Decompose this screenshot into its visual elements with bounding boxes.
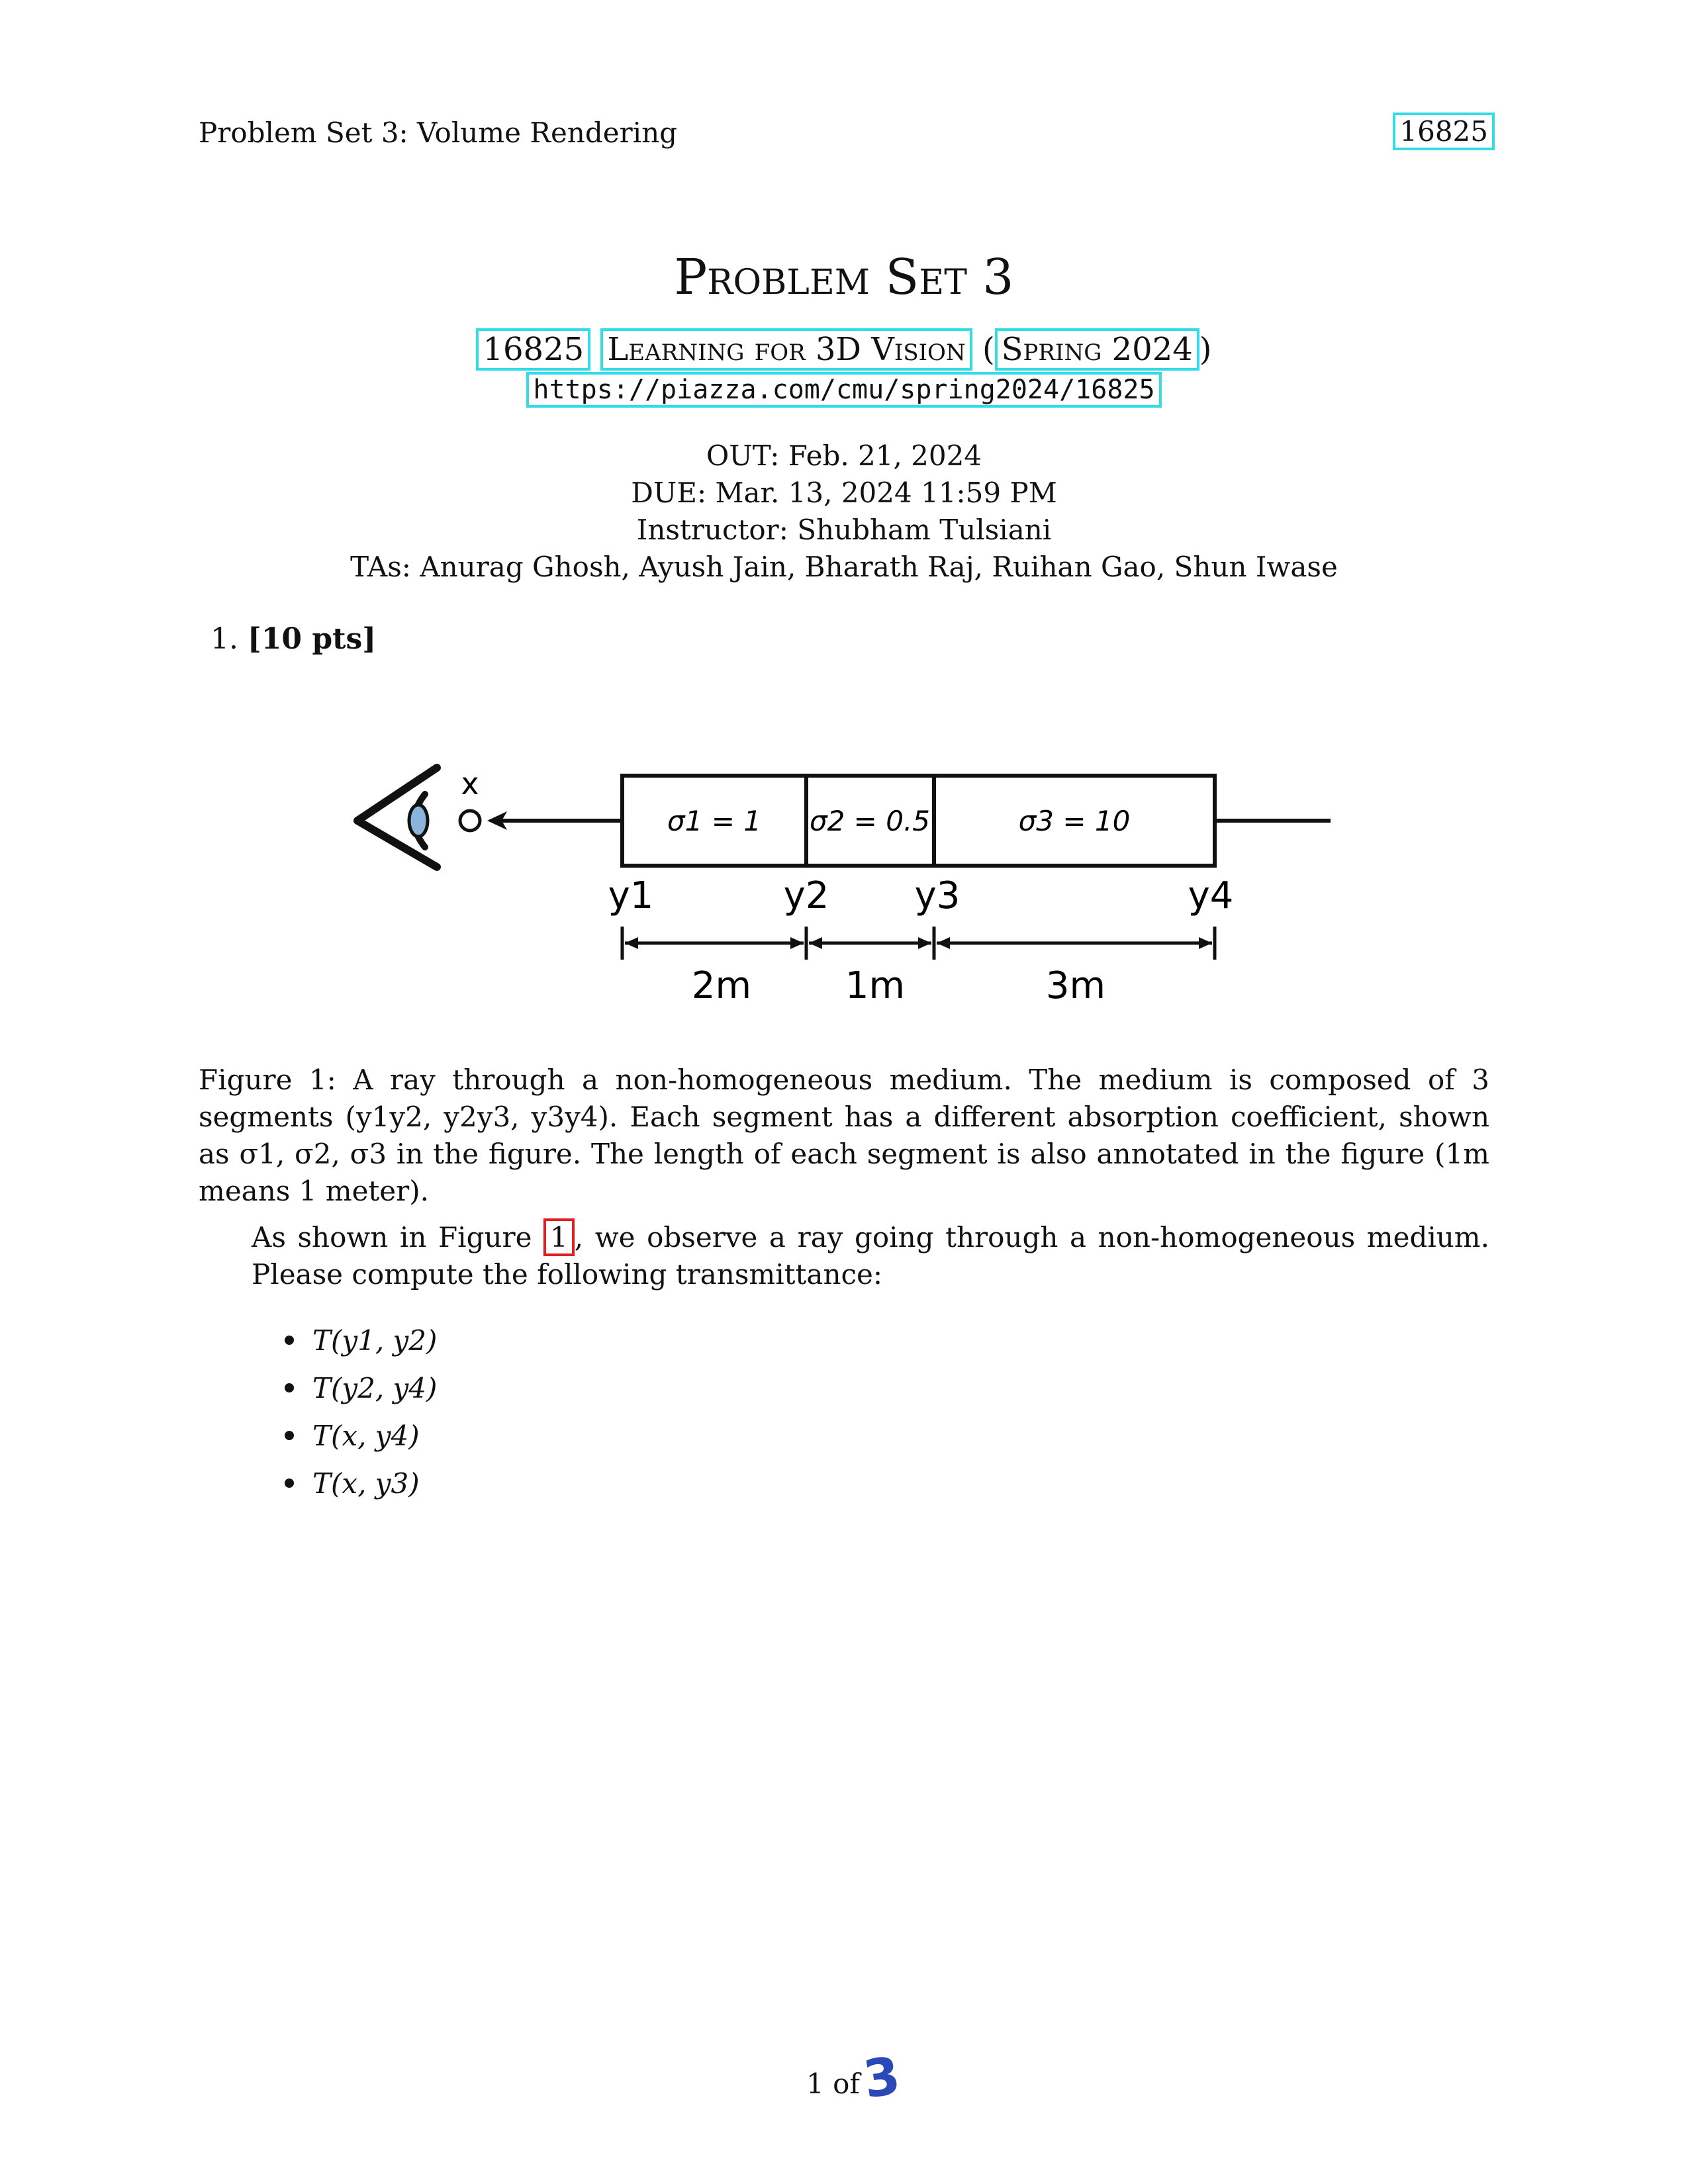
list-item: T(y2, y4) [285,1365,437,1412]
length-label-2: 1m [845,964,906,1007]
list-item: T(x, y4) [285,1412,437,1460]
length-label-1: 2m [691,964,752,1007]
teaching-assistants: TAs: Anurag Ghosh, Ayush Jain, Bharath Raj, Ruihan Gao, Shun Iwase [350,551,1338,583]
question-body [252,1219,1489,1293]
page-title: Problem Set 3 [674,249,1014,306]
sigma2-label: σ2 = 0.5 [809,805,931,837]
course-number-link[interactable]: 16825 [476,328,590,371]
out-date: OUT: Feb. 21, 2024 [706,439,982,472]
list-item: T(y1, y2) [285,1317,437,1365]
question-label [211,622,376,656]
body-text-after: , we observe a ray going through a non-homogeneous medium. Please compute the following transmittance: [252,1221,1489,1291]
question-points: [10 pts] [247,622,377,656]
due-date: DUE: Mar. 13, 2024 11:59 PM [631,477,1057,509]
instructor: Instructor: Shubham Tulsiani [636,514,1052,546]
page-number: 1 of [806,2068,860,2100]
course-number-link[interactable]: 16825 [1393,113,1495,150]
close-paren: ) [1199,331,1212,368]
course-name-link[interactable]: Learning for 3D Vision [600,328,972,371]
boundary-y4: y4 [1188,874,1234,917]
point-x-marker [460,811,480,831]
semester-link[interactable]: Spring 2024 [995,328,1199,371]
figure-ref-link[interactable]: 1 [543,1218,575,1256]
url-line [0,375,1688,405]
point-x-label: x [461,766,479,801]
handwritten-page-total: 3 [860,2046,904,2111]
question-number: 1. [211,622,238,656]
transmittance-list [285,1317,437,1508]
body-text-before: As shown in Figure [252,1221,544,1253]
piazza-url-link[interactable]: https://piazza.com/cmu/spring2024/16825 [526,372,1161,408]
running-header-title: Problem Set 3: Volume Rendering [199,116,678,149]
boundary-y1: y1 [608,874,654,917]
ray-medium-figure [331,748,1350,1026]
open-paren: ( [982,331,995,368]
sigma3-label: σ3 = 10 [1018,805,1131,837]
eye-icon [357,768,437,867]
length-label-3: 3m [1045,964,1106,1007]
boundary-y3: y3 [914,874,961,917]
list-item: T(x, y3) [285,1460,437,1508]
sigma1-label: σ1 = 1 [667,805,761,837]
boundary-y2: y2 [783,874,829,917]
figure-caption: Figure 1: A ray through a non-homogeneous medium. The medium is composed of 3 segments (y1y2, y2y3, y3y4). Each segment has a different absorption coefficient, shown as σ1, σ2, σ3 in the figure. The length of each segment is also annotated in the figure (1m means 1 meter). [199,1064,1489,1207]
course-line [0,331,1688,368]
